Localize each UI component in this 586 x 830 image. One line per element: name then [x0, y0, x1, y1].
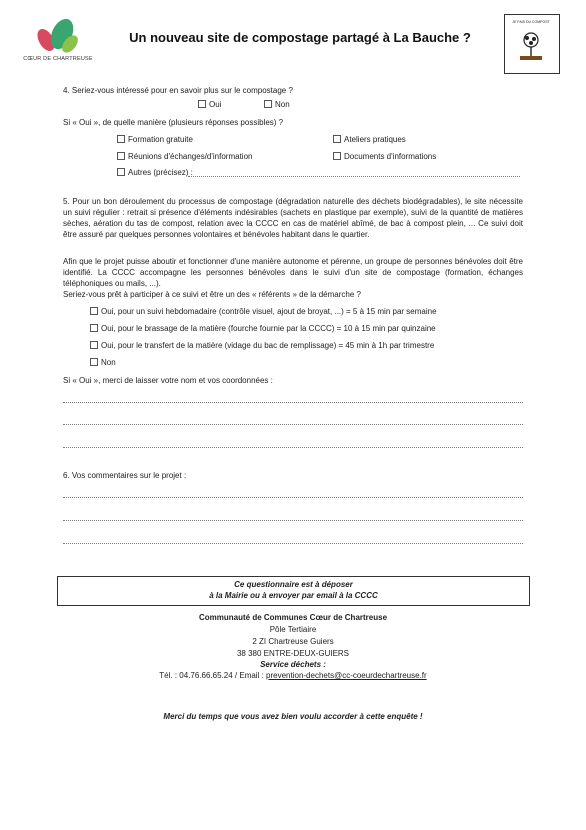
q4-option-training[interactable] — [117, 134, 193, 145]
option-label: Autres (précisez) : — [128, 168, 193, 177]
q5-option-weekly[interactable] — [90, 306, 437, 317]
q5-question: Seriez-vous prêt à participer à ce suivi et être un des « référents » de la démarche ? — [63, 290, 361, 299]
q5-option-no[interactable] — [90, 357, 116, 368]
option-label: Réunions d'échanges/d'information — [128, 152, 253, 161]
option-label: Ateliers pratiques — [344, 135, 406, 144]
phone-text: Tél. : 04.76.66.65.24 / Email : — [159, 671, 267, 680]
q4-yes[interactable] — [198, 99, 221, 110]
q6-question: 6. Vos commentaires sur le projet : — [63, 471, 187, 480]
q4-question: 4. Seriez-vous intéressé pour en savoir plus sur le compostage ? — [63, 86, 293, 95]
checkbox[interactable] — [117, 135, 125, 143]
checkbox[interactable] — [90, 307, 98, 315]
q5-option-stirring[interactable] — [90, 323, 436, 334]
option-label: Oui, pour le brassage de la matière (fourche fournie par la CCCC) = 10 à 15 min par quinzaine — [101, 324, 436, 333]
badge-text: JE FAIS DU COMPOST — [512, 20, 550, 24]
q4-option-meetings[interactable] — [117, 151, 252, 162]
q4-option-other[interactable] — [117, 167, 193, 178]
checkbox[interactable] — [117, 168, 125, 176]
q4-no[interactable] — [264, 99, 290, 110]
checkbox[interactable] — [264, 100, 272, 108]
page-title: Un nouveau site de compostage partagé à La Bauche ? — [129, 30, 471, 45]
contact-line[interactable] — [63, 424, 523, 425]
org-pole: Pôle Tertiaire — [269, 625, 317, 634]
org-city: 38 380 ENTRE-DEUX-GUIERS — [236, 649, 350, 658]
checkbox[interactable] — [90, 324, 98, 332]
contact-info — [53, 670, 533, 681]
comment-line[interactable] — [63, 520, 523, 521]
email-link[interactable]: prevention-dechets@cc-coeurdechartreuse.fr — [266, 671, 427, 680]
org-street: 2 ZI Chartreuse Guiers — [252, 637, 334, 646]
q5-option-transfer[interactable] — [90, 340, 434, 351]
checkbox[interactable] — [117, 152, 125, 160]
contact-line[interactable] — [63, 447, 523, 448]
contact-line[interactable] — [63, 402, 523, 403]
q5-contact-label: Si « Oui », merci de laisser votre nom et vos coordonnées : — [63, 376, 273, 385]
comment-line[interactable] — [63, 497, 523, 498]
checkbox[interactable] — [198, 100, 206, 108]
notice-line: Ce questionnaire est à déposer — [234, 580, 353, 589]
q4-followup: Si « Oui », de quelle manière (plusieurs réponses possibles) ? — [63, 118, 284, 127]
comment-line[interactable] — [63, 543, 523, 544]
option-label: Oui, pour un suivi hebdomadaire (contrôle visuel, ajout de broyat, ...) = 5 à 15 min par semaine — [101, 307, 437, 316]
q4-other-field[interactable] — [188, 176, 520, 177]
service-label: Service déchets : — [260, 660, 326, 669]
q5-text: 5. Pour un bon déroulement du processus de compostage (dégradation naturelle des déchets biodégradables), le site nécessite un suivi régulier : retrait si présence d'éléments indésirables (sachets en plastique par exemple), suivi de la quantité de matières sèches, aération du tas de compost, relation avec la CCCC en cas de matériel abîmé, de bac à compost plein, ... Ce suivi doit être assuré par quelques personnes volontaires et bénévoles habitant dans le quartier. — [63, 197, 523, 239]
submission-notice — [57, 576, 530, 606]
q4-option-documents[interactable] — [333, 151, 436, 162]
q4-option-workshops[interactable] — [333, 134, 406, 145]
org-name: Communauté de Communes Cœur de Chartreuse — [198, 613, 388, 622]
option-label: Oui, pour le transfert de la matière (vidage du bac de remplissage) = 45 min à 1h par trimestre — [101, 341, 435, 350]
q4-yes-label: Oui — [209, 100, 222, 109]
option-label: Non — [101, 358, 116, 367]
q5-paragraph: Afin que le projet puisse aboutir et fonctionner d'une manière autonome et pérenne, un groupe de personnes bénévoles doit être identifié. La CCCC accompagne les personnes bénévoles dans le suivi d'un site de compostage (formation, échanges téléphoniques ou mails, ...). — [63, 257, 523, 288]
checkbox[interactable] — [90, 358, 98, 366]
checkbox[interactable] — [333, 135, 341, 143]
logo-text: CŒUR DE CHARTREUSE — [23, 56, 93, 62]
option-label: Formation gratuite — [128, 135, 193, 144]
notice-line: à la Mairie ou à envoyer par email à la CCCC — [209, 591, 378, 600]
thanks-message: Merci du temps que vous avez bien voulu accorder à cette enquête ! — [163, 712, 423, 721]
q4-no-label: Non — [275, 100, 290, 109]
option-label: Documents d'informations — [344, 152, 437, 161]
checkbox[interactable] — [90, 341, 98, 349]
tree-icon — [518, 30, 544, 69]
checkbox[interactable] — [333, 152, 341, 160]
